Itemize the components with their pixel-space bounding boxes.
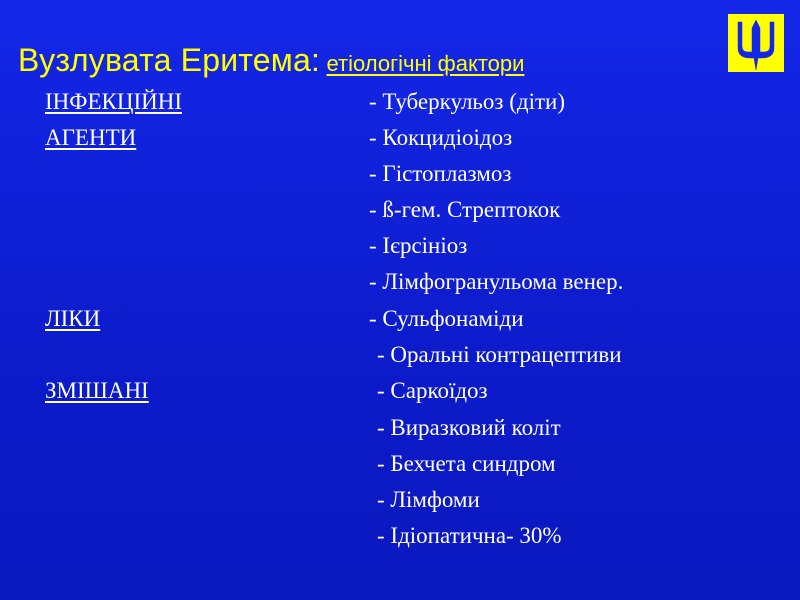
list-item: - Кокцидіоідоз bbox=[369, 125, 513, 150]
list-item: - Гістоплазмоз bbox=[369, 161, 512, 186]
list-item: - ß-гем. Стрептокок bbox=[369, 197, 561, 222]
list-item: - Туберкульоз (діти) bbox=[369, 89, 566, 114]
list-item: - Ієрсініоз bbox=[369, 233, 468, 258]
category-drugs: ЛІКИ bbox=[45, 306, 101, 331]
list-item: - Бехчета синдром bbox=[377, 451, 556, 476]
slide-title bbox=[18, 42, 524, 79]
category-infections-line2: АГЕНТИ bbox=[45, 125, 137, 150]
list-item: - Сульфонаміди bbox=[369, 306, 524, 331]
list-item: - Саркоїдоз bbox=[377, 378, 488, 403]
category-mixed: ЗМІШАНІ bbox=[45, 378, 149, 403]
list-item: - Лімфоми bbox=[377, 487, 480, 512]
list-item: - Лімфогранульома венер. bbox=[369, 269, 624, 294]
category-infections-line1: ІНФЕКЦІЙНІ bbox=[45, 89, 182, 114]
list-item: - Виразковий коліт bbox=[377, 415, 561, 440]
title-main: Вузлувата Еритема: bbox=[18, 42, 321, 78]
list-item: - Оральні контрацептиви bbox=[377, 342, 622, 367]
list-item: - Ідіопатична- 30% bbox=[377, 523, 562, 548]
trident-icon bbox=[728, 14, 784, 72]
title-subtitle: етіологічні фактори bbox=[326, 51, 525, 76]
